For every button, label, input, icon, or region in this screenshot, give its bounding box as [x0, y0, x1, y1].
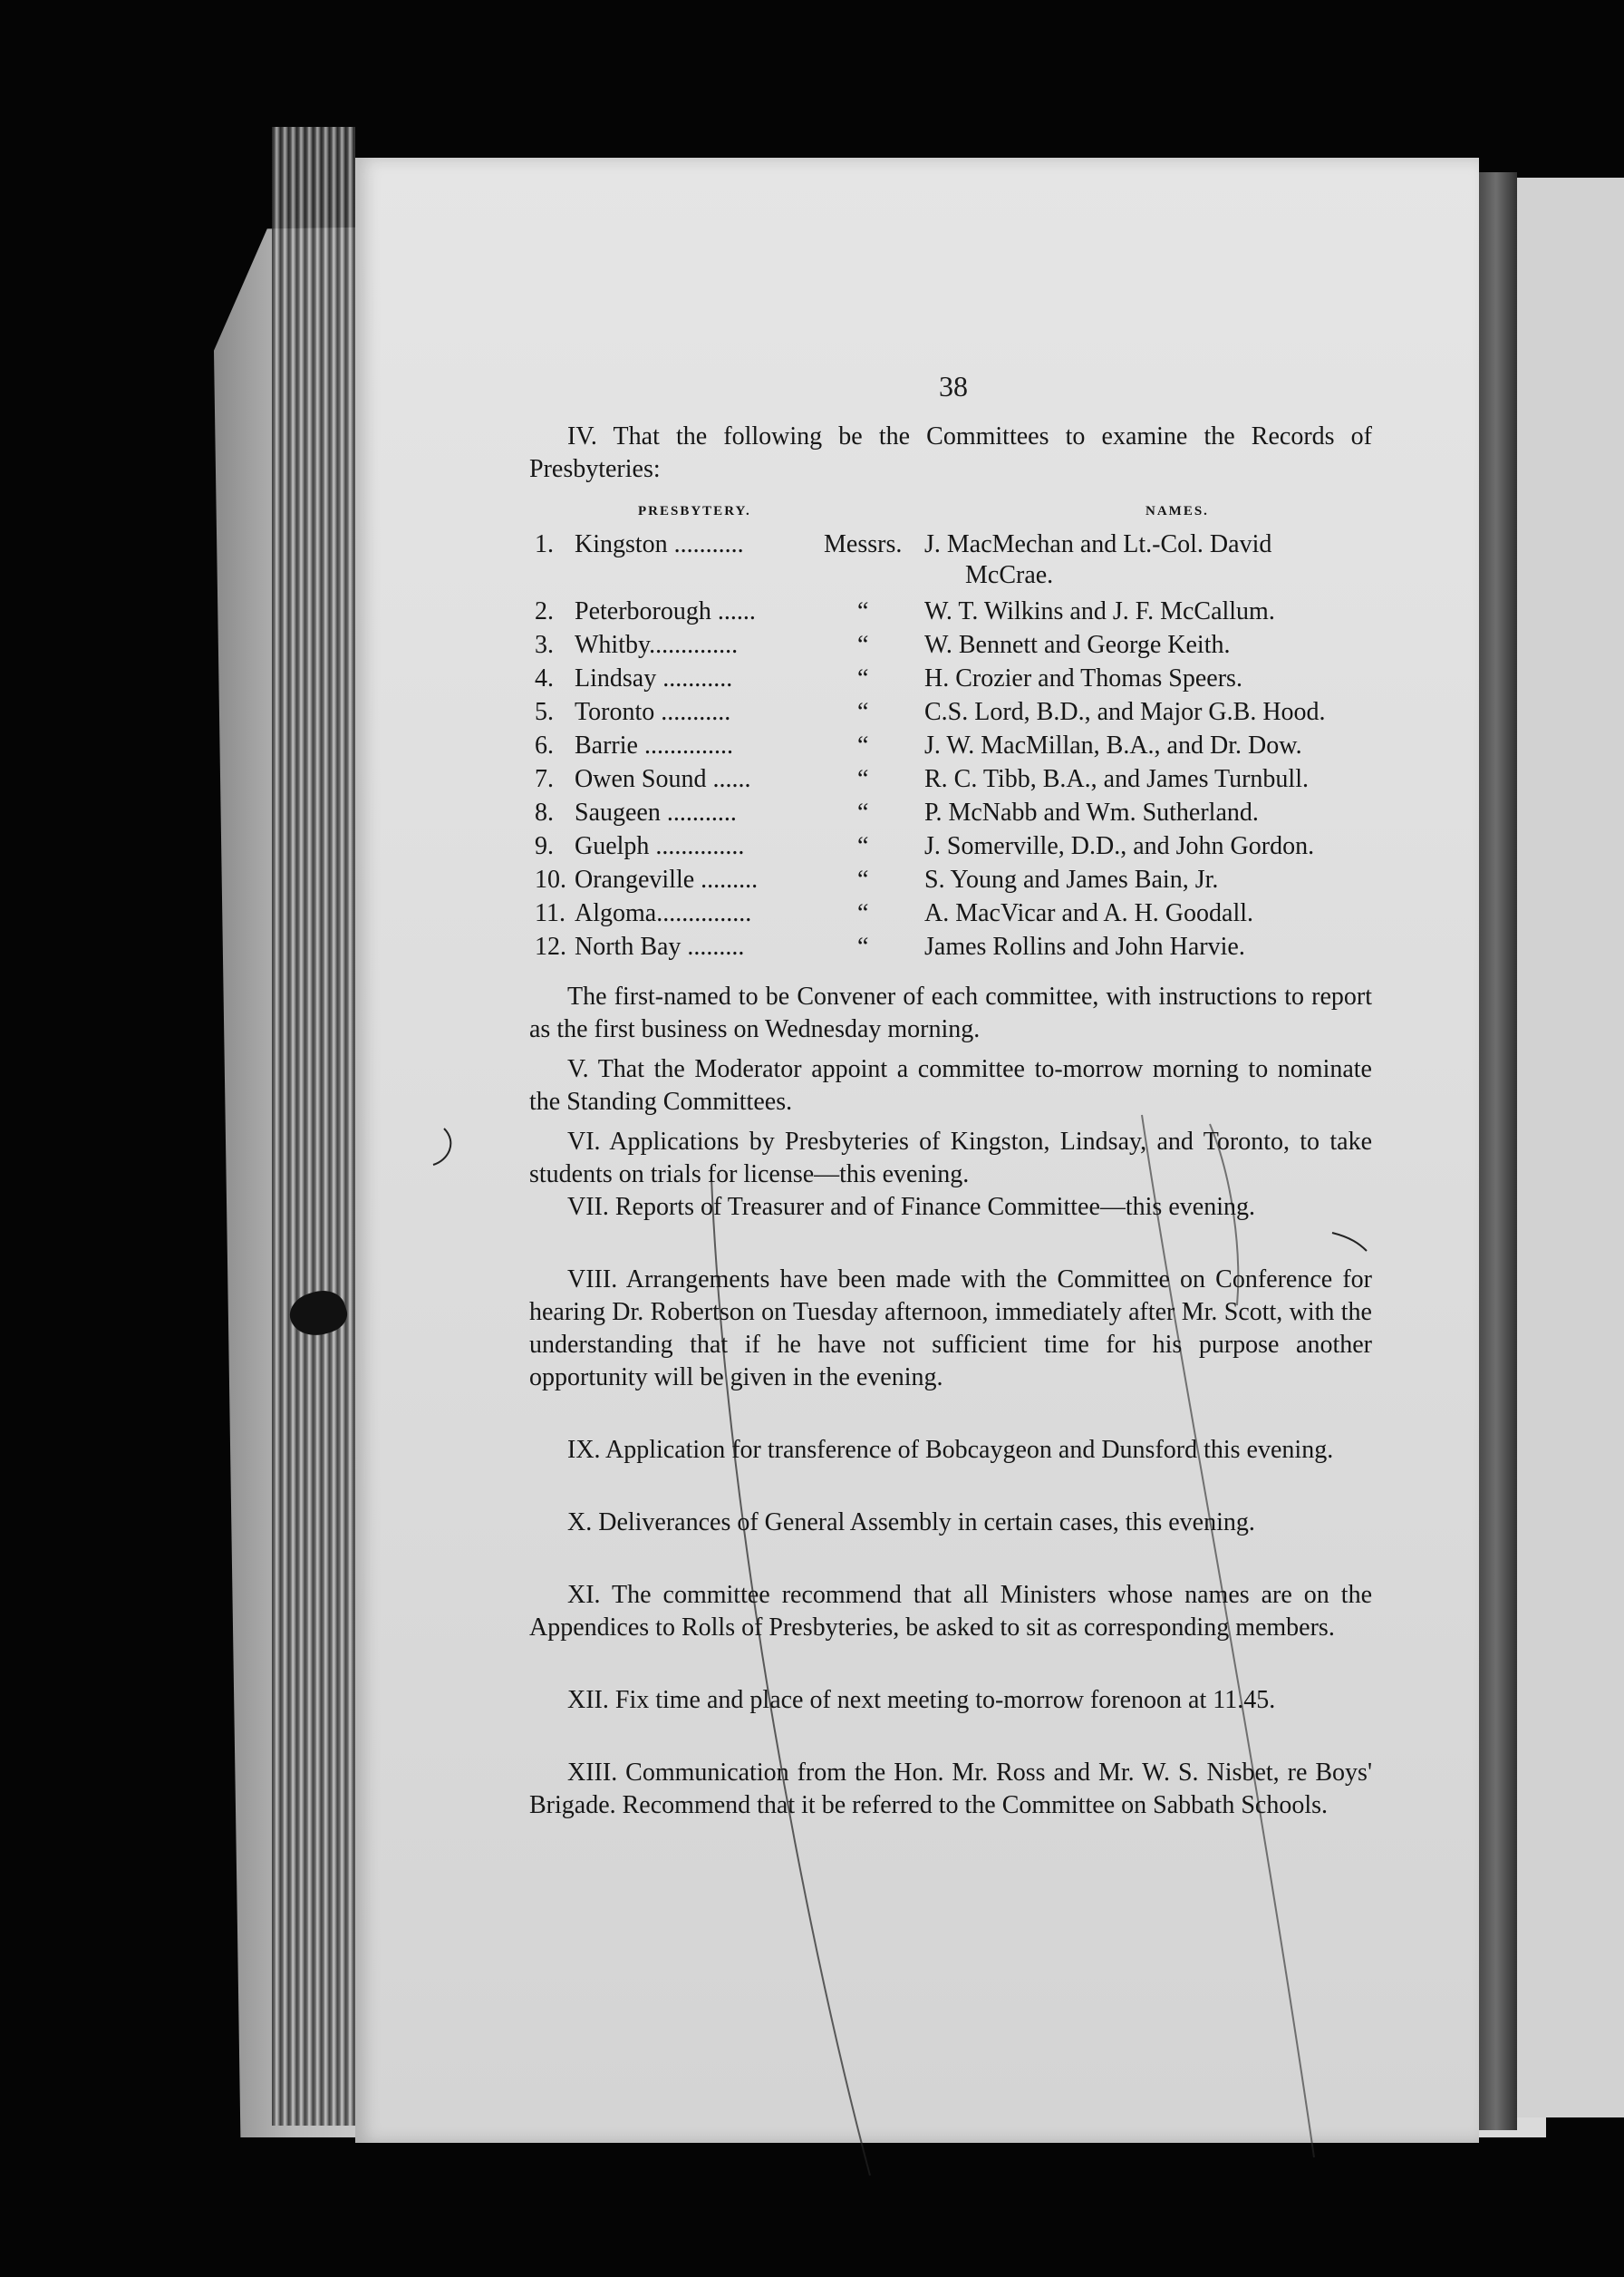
row-number: 8.	[535, 799, 554, 827]
committee-row	[529, 798, 1372, 831]
row-number: 9.	[535, 832, 554, 860]
row-number: 1.	[535, 530, 554, 558]
committee-row	[529, 664, 1372, 697]
committee-row	[529, 932, 1372, 965]
row-number: 2.	[535, 597, 554, 625]
presbytery-name: Owen Sound ......	[575, 765, 751, 793]
column-header-names: NAMES.	[1146, 504, 1209, 518]
title-messrs: Messrs.	[824, 530, 903, 558]
committee-names: J. W. MacMillan, B.A., and Dr. Dow.	[924, 732, 1302, 760]
committee-row	[529, 898, 1372, 932]
ditto-mark: “	[857, 664, 869, 693]
presbytery-name: Barrie ..............	[575, 732, 733, 760]
ditto-mark: “	[857, 732, 869, 760]
ditto-mark: “	[857, 832, 869, 860]
item-vii: VII. Reports of Treasurer and of Finance Committee—this evening.	[567, 1193, 1255, 1221]
item-xi: XI. The committee recommend that all Ministers whose names are on the Appendices to Rolls of Presbyteries, be asked to sit as corresponding members.	[529, 1581, 1372, 1642]
committee-row	[529, 865, 1372, 898]
committee-names: James Rollins and John Harvie.	[924, 933, 1245, 961]
ditto-mark: “	[857, 799, 869, 827]
presbytery-name: Kingston ...........	[575, 530, 744, 558]
committee-names: W. T. Wilkins and J. F. McCallum.	[924, 597, 1275, 625]
committee-row	[529, 630, 1372, 664]
item-ix: IX. Application for transference of Bobcaygeon and Dunsford this evening.	[567, 1436, 1334, 1464]
item-x: X. Deliverances of General Assembly in certain cases, this evening.	[567, 1508, 1255, 1536]
item-vi: VI. Applications by Presbyteries of Kingston, Lindsay, and Toronto, to take students on trials for license—this evening.	[529, 1128, 1372, 1188]
committee-names: W. Bennett and George Keith.	[924, 631, 1231, 659]
committee-names: R. C. Tibb, B.A., and James Turnbull.	[924, 765, 1309, 793]
committee-row	[529, 529, 1372, 596]
convener-paragraph: The first-named to be Convener of each committee, with instructions to report as the first business on Wednesday morning.	[529, 983, 1372, 1043]
page-number: 38	[939, 370, 968, 402]
committee-row	[529, 831, 1372, 865]
presbytery-name: Peterborough ......	[575, 597, 756, 625]
committee-row	[529, 596, 1372, 630]
row-number: 3.	[535, 631, 554, 659]
committee-row	[529, 731, 1372, 764]
row-number: 6.	[535, 732, 554, 760]
committee-names	[924, 529, 1372, 591]
presbytery-name: Guelph ..............	[575, 832, 745, 860]
row-number: 5.	[535, 698, 554, 726]
item-v: V. That the Moderator appoint a committee to-morrow morning to nominate the Standing Committees.	[529, 1055, 1372, 1116]
row-number: 11.	[535, 899, 566, 927]
facing-page-edge	[1517, 178, 1624, 2117]
page-edges	[272, 127, 355, 2126]
item-xii: XII. Fix time and place of next meeting to-morrow forenoon at 11.45.	[567, 1686, 1276, 1714]
row-number: 7.	[535, 765, 554, 793]
ditto-mark: “	[857, 933, 869, 961]
row-number: 4.	[535, 664, 554, 693]
intro-paragraph: IV. That the following be the Committees to examine the Records of Presbyteries:	[529, 422, 1372, 483]
ditto-mark: “	[857, 866, 869, 894]
committee-names: C.S. Lord, B.D., and Major G.B. Hood.	[924, 698, 1326, 726]
presbytery-name: North Bay .........	[575, 933, 745, 961]
ditto-mark: “	[857, 899, 869, 927]
committee-row	[529, 764, 1372, 798]
row-number: 12.	[535, 933, 566, 961]
column-header-presbytery: PRESBYTERY.	[638, 504, 751, 518]
committee-names: A. MacVicar and A. H. Goodall.	[924, 899, 1254, 927]
presbytery-name: Saugeen ...........	[575, 799, 737, 827]
item-xiii: XIII. Communication from the Hon. Mr. Ross and Mr. W. S. Nisbet, re Boys' Brigade. Recommend that it be referred to the Committee on Sabbath Schools.	[529, 1759, 1372, 1819]
committee-names: P. McNabb and Wm. Sutherland.	[924, 799, 1259, 827]
presbytery-name: Orangeville .........	[575, 866, 759, 894]
ditto-mark: “	[857, 698, 869, 726]
names-line: J. MacMechan and Lt.-Col. David	[924, 530, 1272, 558]
presbytery-name: Whitby..............	[575, 631, 739, 659]
presbytery-name: Lindsay ...........	[575, 664, 733, 693]
row-number: 10.	[535, 866, 566, 894]
names-continuation: McCrae.	[965, 561, 1054, 589]
committee-names: S. Young and James Bain, Jr.	[924, 866, 1219, 894]
ditto-mark: “	[857, 631, 869, 659]
presbytery-name: Toronto ...........	[575, 698, 731, 726]
committee-names: J. Somerville, D.D., and John Gordon.	[924, 832, 1315, 860]
ditto-mark: “	[857, 597, 869, 625]
ditto-mark: “	[857, 765, 869, 793]
gutter-shadow	[1479, 172, 1517, 2130]
committee-list	[529, 529, 1372, 965]
item-viii: VIII. Arrangements have been made with the Committee on Conference for hearing Dr. Robertson on Tuesday afternoon, immediately after Mr. Scott, with the understanding that if he have not sufficient time for his purpose another opportunity will be given in the evening.	[529, 1265, 1372, 1391]
presbytery-name: Algoma...............	[575, 899, 752, 927]
committee-names: H. Crozier and Thomas Speers.	[924, 664, 1242, 693]
committee-row	[529, 697, 1372, 731]
